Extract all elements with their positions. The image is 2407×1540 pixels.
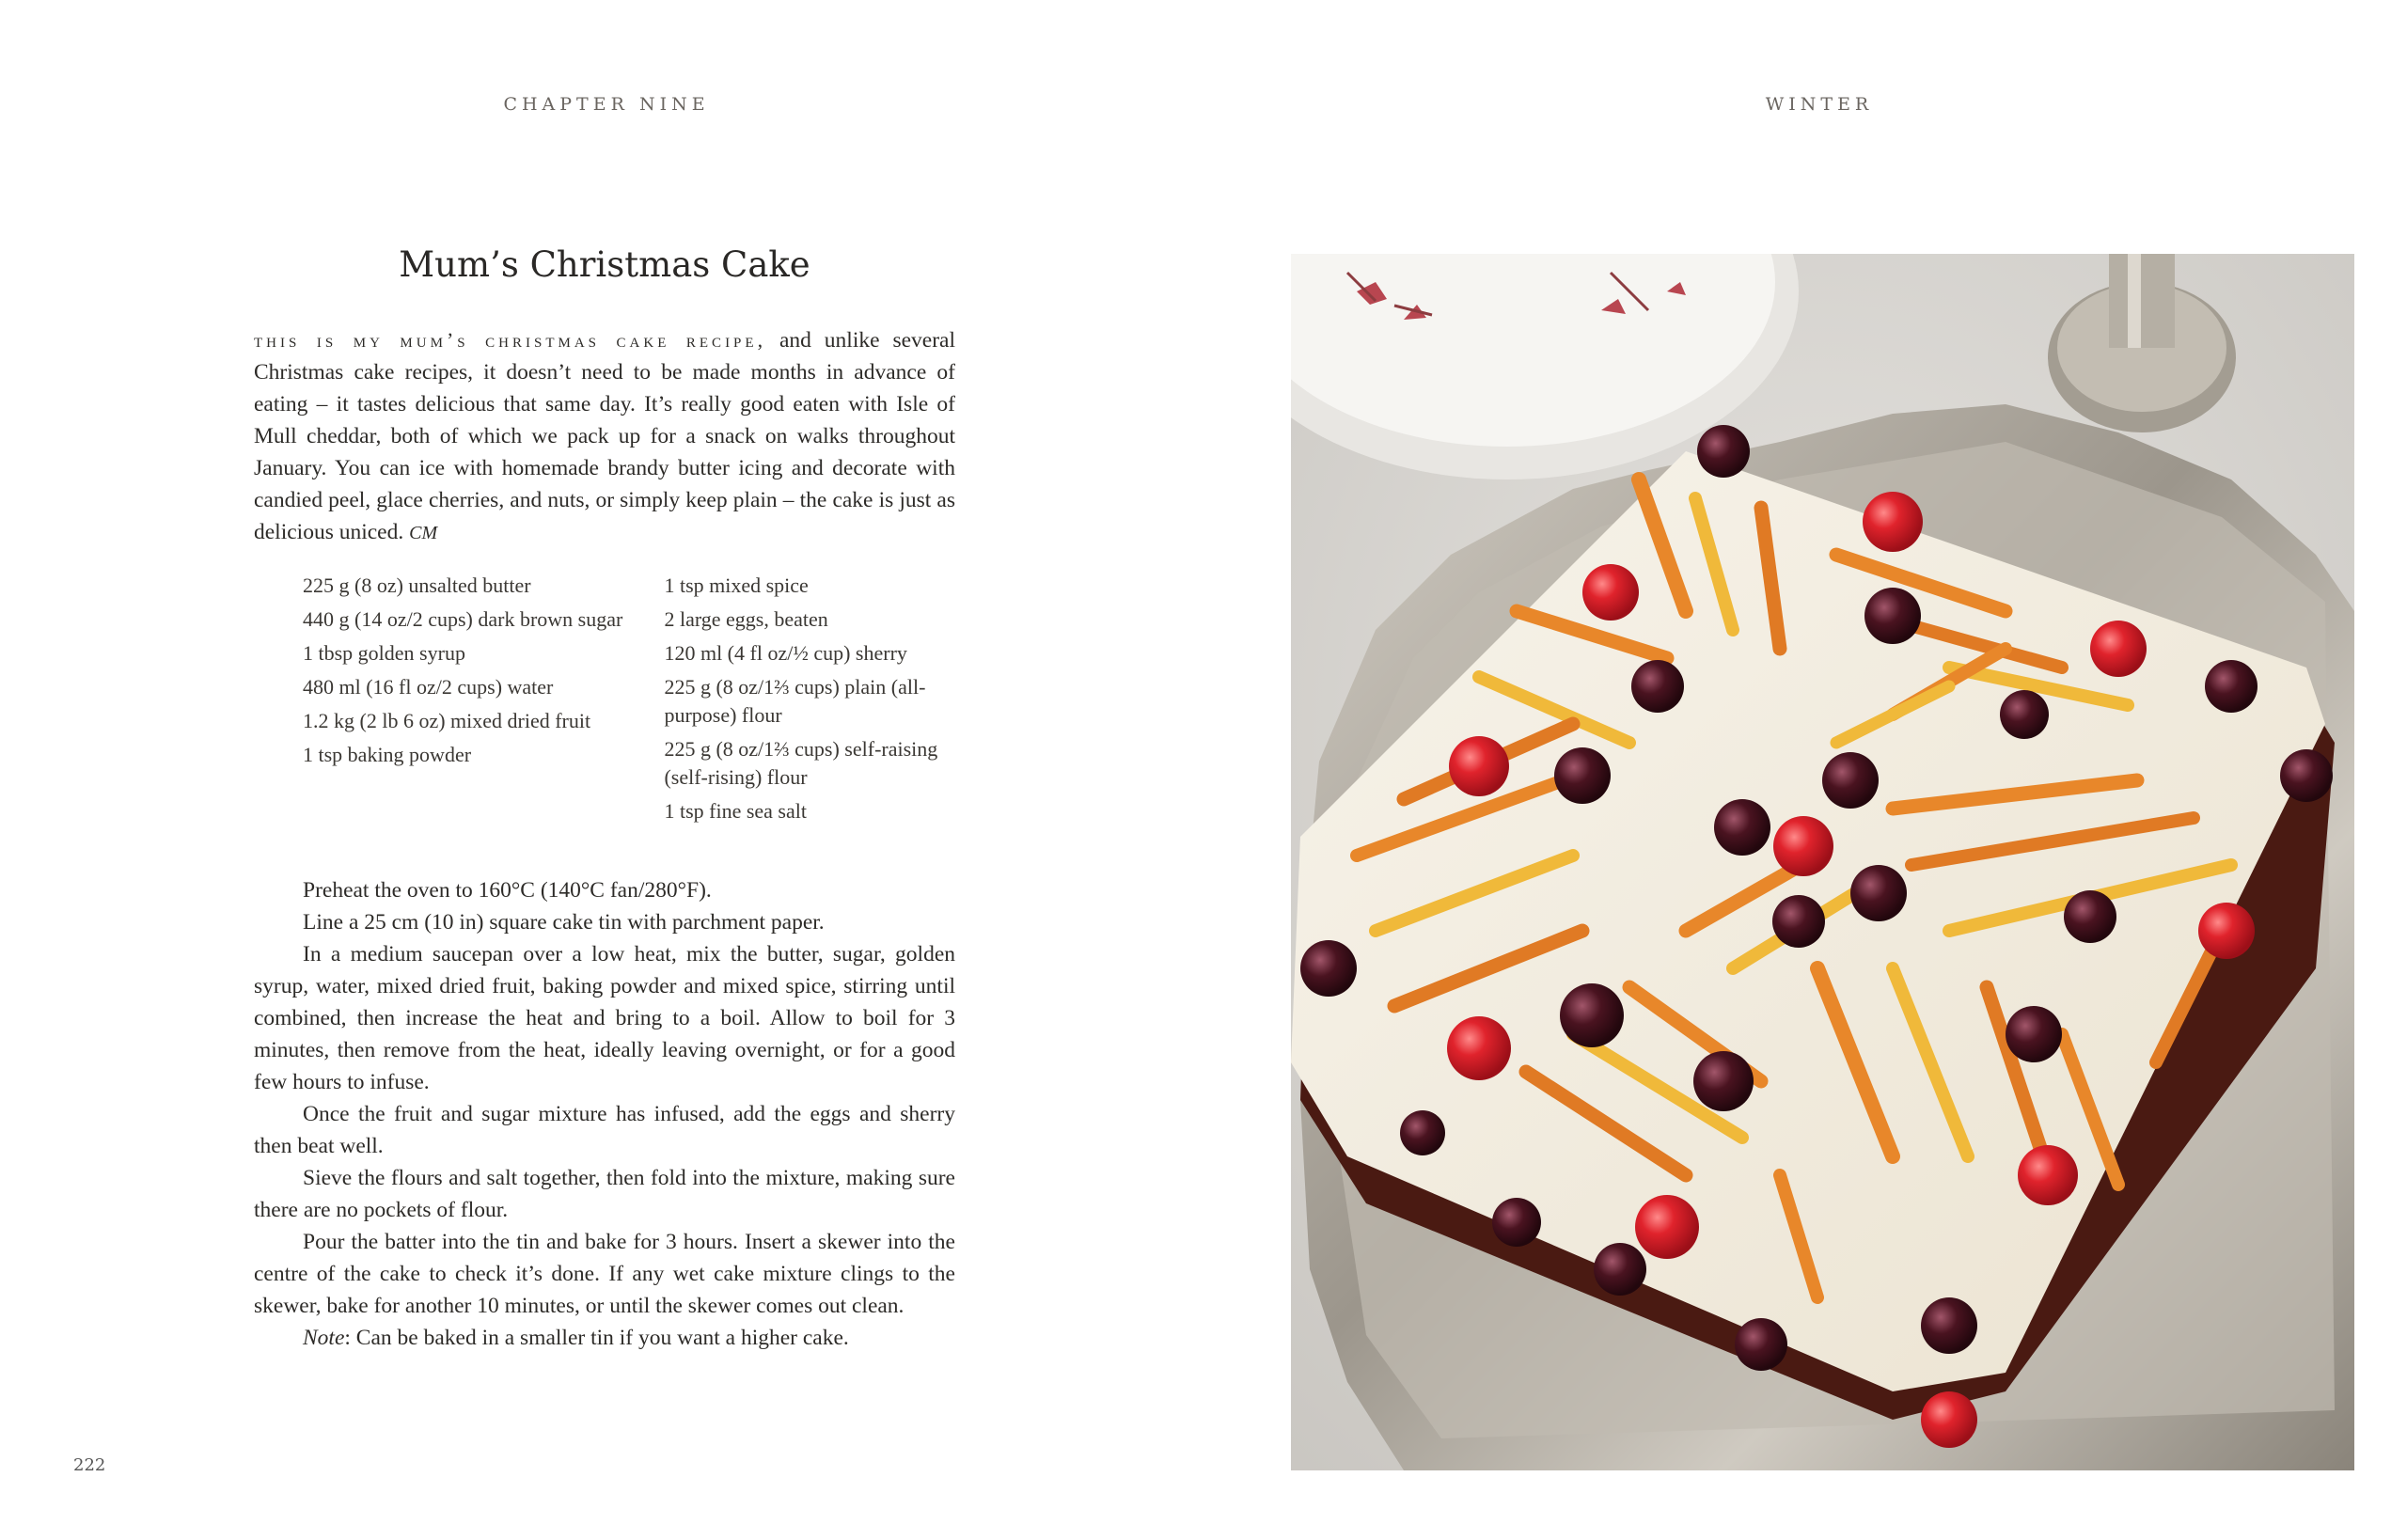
recipe-page	[254, 244, 955, 1354]
ingredient-item: 440 g (14 oz/2 cups) dark brown sugar	[303, 607, 623, 631]
ingredients-column-right	[664, 572, 955, 831]
recipe-intro	[254, 324, 955, 549]
running-head-chapter: CHAPTER NINE	[503, 94, 710, 115]
method-step: Sieve the flours and salt together, then fold into the mixture, making sure there are no pockets of flour.	[254, 1166, 955, 1222]
ingredient-item: 1 tbsp golden syrup	[303, 641, 465, 665]
recipe-method	[254, 874, 955, 1354]
ingredient-item: 120 ml (4 fl oz/½ cup) sherry	[664, 641, 907, 665]
recipe-title: Mum’s Christmas Cake	[399, 244, 810, 285]
intro-lead: this is my mum’s christmas cake recipe,	[254, 328, 767, 352]
author-initials: CM	[409, 523, 438, 543]
ingredient-item: 2 large eggs, beaten	[664, 607, 828, 631]
recipe-note	[254, 1322, 955, 1354]
ingredient-item: 1 tsp mixed spice	[664, 574, 809, 597]
ingredient-item: 225 g (8 oz) unsalted butter	[303, 574, 531, 597]
page-number: 222	[73, 1455, 106, 1475]
ingredients-list	[303, 572, 955, 831]
ingredient-item: 225 g (8 oz/1⅔ cups) self-raising (self-rising) flour	[664, 737, 938, 789]
method-step: Pour the batter into the tin and bake for 3 hours. Insert a skewer into the centre of the cake to check it’s done. If any wet cake mixture clings to the skewer, bake for another 10 minutes, or until the skewer comes out clean.	[254, 1230, 955, 1318]
cake-illustration	[1291, 254, 2354, 1470]
ingredients-column-left	[303, 572, 664, 831]
running-head-section: WINTER	[1765, 94, 1874, 115]
note-text: : Can be baked in a smaller tin if you want a higher cake.	[344, 1326, 849, 1350]
ingredient-item: 1 tsp baking powder	[303, 743, 472, 766]
ingredient-item: 480 ml (16 fl oz/2 cups) water	[303, 675, 554, 699]
intro-text: and unlike several Christmas cake recipes, it doesn’t need to be made months in advance of eating – it tastes delicious that same day. It’s really good eaten with Isle of Mull cheddar, both of which we pack up for a snack on walks throughout January. You can ice with homemade brandy butter icing and decorate with candied peel, glace cherries, and nuts, or simply keep plain – the cake is just as delicious uniced.	[254, 328, 955, 544]
method-step: In a medium saucepan over a low heat, mix the butter, sugar, golden syrup, water, mixed dried fruit, baking powder and mixed spice, stirring until combined, then increase the heat and bring to a boil. Allow to boil for 3 minutes, then remove from the heat, ideally leaving overnight, or for a good few hours to infuse.	[254, 942, 955, 1094]
note-label: Note	[303, 1326, 345, 1350]
ingredient-item: 225 g (8 oz/1⅔ cups) plain (all-purpose) flour	[664, 675, 926, 727]
ingredient-item: 1 tsp fine sea salt	[664, 799, 807, 823]
method-step: Line a 25 cm (10 in) square cake tin with parchment paper.	[303, 910, 825, 935]
cake-photo	[1291, 254, 2354, 1470]
method-step: Preheat the oven to 160°C (140°C fan/280°F).	[303, 878, 712, 903]
method-step: Once the fruit and sugar mixture has infused, add the eggs and sherry then beat well.	[254, 1102, 955, 1158]
ingredient-item: 1.2 kg (2 lb 6 oz) mixed dried fruit	[303, 709, 591, 732]
